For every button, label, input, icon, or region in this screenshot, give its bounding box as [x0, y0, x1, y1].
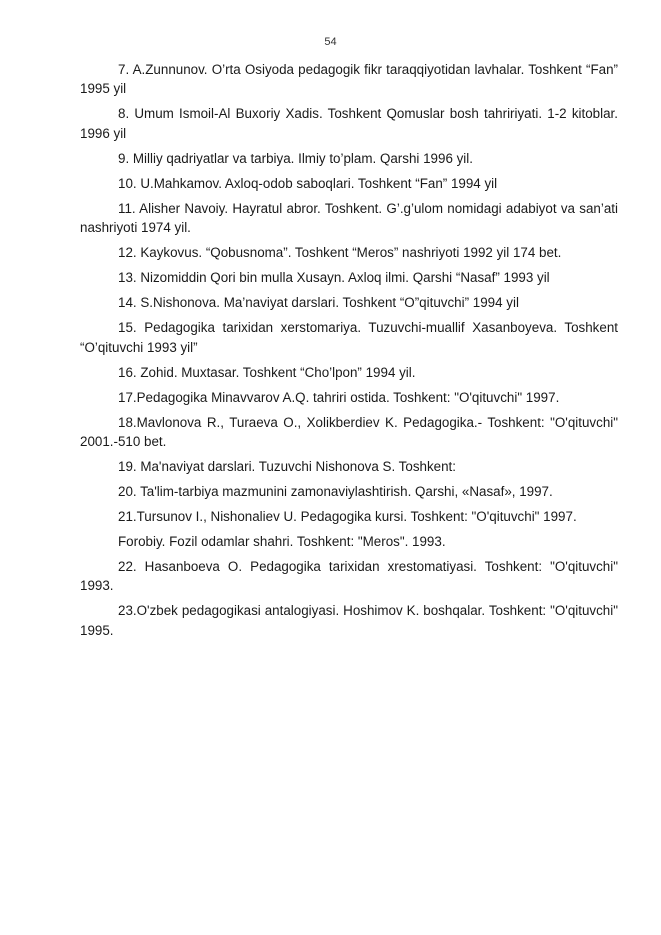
reference-item: 12. Kaykovus. “Qobusnoma”. Toshkent “Meros” nashriyoti 1992 yil 174 bet.	[118, 245, 562, 261]
page-number: 54	[324, 36, 337, 48]
reference-item: 18.Mavlonova R., Turaeva O., Xolikberdiev K. Pedagogika.- Toshkent: "O'qituvchi" 2001.-510 bet.	[80, 414, 618, 450]
reference-item: 11. Alisher Navoiy. Hayratul abror. Toshkent. G’.g’ulom nomidagi adabiyot va san’ati nashriyoti 1974 yil.	[80, 200, 618, 236]
reference-item: 8. Umum Ismoil-Al Buxoriy Xadis. Toshkent Qomuslar bosh tahririyati. 1-2 kitoblar. 1996 yil	[80, 106, 618, 141]
reference-item: 20. Ta'lim-tarbiya mazmunini zamonaviylashtirish. Qarshi, «Nasaf», 1997.	[118, 484, 553, 500]
reference-item: 21.Tursunov I., Nishonaliev U. Pedagogika kursi. Toshkent: "O'qituvchi" 1997.	[118, 509, 577, 525]
reference-item: 14. S.Nishonova. Ma’naviyat darslari. Toshkent “O”qituvchi” 1994 yil	[118, 295, 519, 311]
reference-item: 13. Nizomiddin Qori bin mulla Xusayn. Axloq ilmi. Qarshi “Nasaf” 1993 yil	[118, 270, 550, 286]
reference-item: 16. Zohid. Muxtasar. Toshkent “Cho’lpon” 1994 yil.	[118, 364, 416, 380]
reference-item: 19. Ma'naviyat darslari. Tuzuvchi Nishonova S. Toshkent:	[118, 459, 456, 475]
reference-item: 23.O'zbek pedagogikasi antalogiyasi. Hoshimov K. boshqalar. Toshkent: "O'qituvchi" 1995.	[80, 603, 618, 638]
reference-item: Forobiy. Fozil odamlar shahri. Toshkent: "Meros". 1993.	[118, 534, 446, 550]
reference-list	[80, 60, 618, 646]
reference-item: 17.Pedagogika Minavvarov A.Q. tahriri ostida. Toshkent: "O'qituvchi" 1997.	[118, 389, 560, 405]
reference-item: 7. A.Zunnunov. O’rta Osiyoda pedagogik fikr taraqqiyotidan lavhalar. Toshkent “Fan” 1995 yil	[80, 62, 618, 97]
reference-item: 9. Milliy qadriyatlar va tarbiya. Ilmiy to’plam. Qarshi 1996 yil.	[118, 150, 473, 166]
reference-item: 15. Pedagogika tarixidan xerstomariya. Tuzuvchi-muallif Xasanboyeva. Toshkent “O’qituvchi 1993 yil”	[80, 320, 618, 355]
reference-item: 22. Hasanboeva O. Pedagogika tarixidan xrestomatiyasi. Toshkent: "O'qituvchi" 1993.	[80, 559, 618, 594]
reference-item: 10. U.Mahkamov. Axloq-odob saboqlari. Toshkent “Fan” 1994 yil	[118, 175, 498, 191]
